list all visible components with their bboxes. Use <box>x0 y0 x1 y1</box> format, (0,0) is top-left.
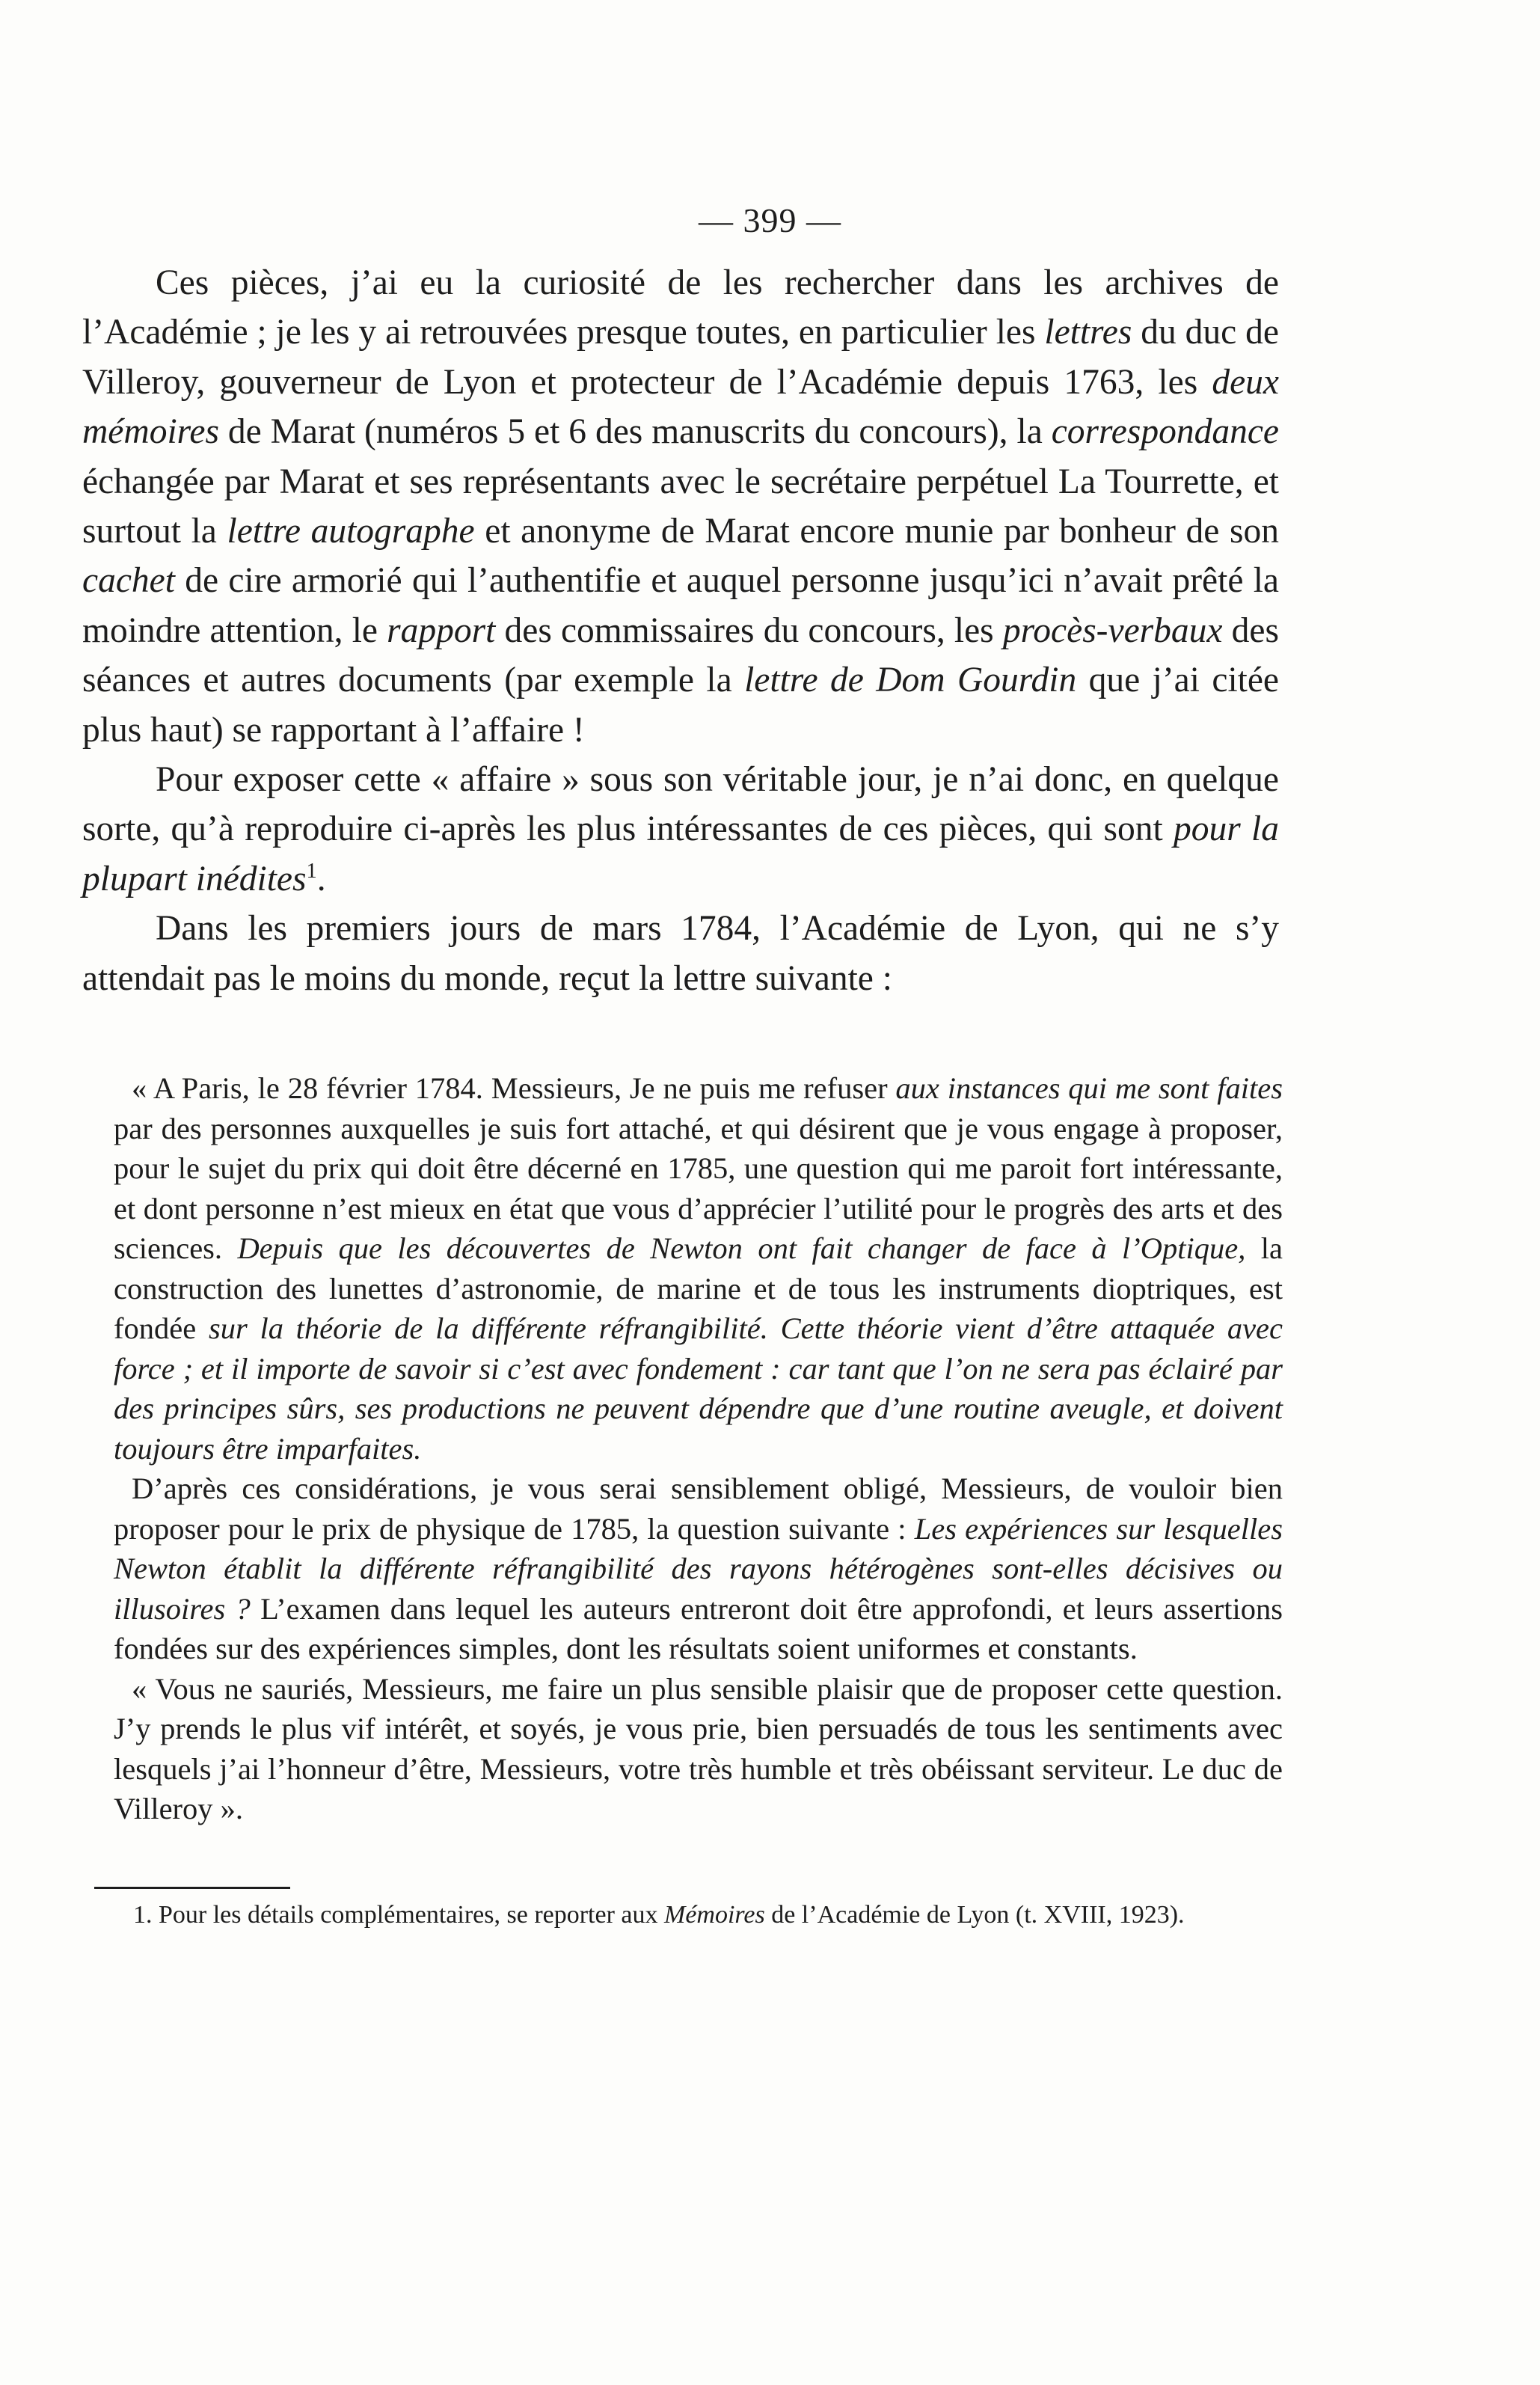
text-span: de l’Académie de Lyon (t. XVIII, 1923). <box>764 1901 1185 1929</box>
text-span: échangée par Marat et ses représentants avec le secrétaire perpétuel La Tourrette, et surtout la <box>82 462 1279 551</box>
italic-span: rapport <box>387 610 496 650</box>
italic-span: Mémoires <box>664 1901 765 1929</box>
paragraph-mars-1784: Dans les premiers jours de mars 1784, l’Académie de Lyon, qui ne s’y attendait pas le moins du monde, reçut la lettre suivante : <box>82 909 1279 998</box>
text-span: L’examen dans lequel les auteurs entreront doit être approfondi, et leurs assertions fondées sur des expériences simples, dont les résultats soient uniformes et constants. <box>114 1591 1283 1665</box>
italic-span: pour la plupart inédites <box>82 809 1279 898</box>
text-span: des commissaires du concours, les <box>495 610 1003 650</box>
footnote-marker[interactable]: 1 <box>306 860 317 884</box>
text-span: 1. Pour les détails complémentaires, se reporter aux <box>133 1901 664 1929</box>
italic-span: sur la théorie de la différente réfrangibilité. Cette théorie vient d’être attaquée avec force ; et il importe de savoir si c’est avec fondement : car tant que l’on ne sera pas éclairé par des principes sûrs, ses productions ne peuvent dépendre que d’une routine aveugle, et doivent toujours être imparfaites. <box>114 1311 1283 1466</box>
text-span: du duc de Villeroy, gouverneur de Lyon et protecteur de l’Académie depuis 1763, les <box>82 313 1279 402</box>
italic-span: lettre de Dom Gourdin <box>744 661 1077 700</box>
page-number: — 399 — <box>699 201 841 239</box>
body-text <box>82 258 1279 1003</box>
text-span: . <box>316 859 326 898</box>
text-span: que j’ai citée plus haut) se rapportant à l’affaire ! <box>82 661 1279 750</box>
text-span: par des personnes auxquelles je suis fort attaché, et qui désirent que je vous engage à proposer, pour le sujet du prix qui doit être décerné en 1785, une question qui me paroit fort intéressante, et dont personne n’est mieux en état que vous d’apprécier l’utilité pour le progrès des arts et des sciences. <box>114 1111 1283 1265</box>
italic-span: lettres <box>1044 313 1132 352</box>
italic-span: aux instances qui me sont faites <box>895 1071 1283 1105</box>
italic-span: cachet <box>82 561 175 601</box>
text-span: des séances et autres documents (par exemple la <box>82 610 1279 700</box>
italic-span: Les expériences sur lesquelles Newton établit la différente réfrangibilité des rayons hétérogènes sont-elles décisives ou illusoires ? <box>114 1511 1283 1626</box>
text-span: la construction des lunettes d’astronomie, de marine et de tous les instruments dioptriques, est fondée <box>114 1231 1283 1345</box>
text-span: D’après ces considérations, je vous serai sensiblement obligé, Messieurs, de vouloir bien proposer pour le prix de physique de 1785, la question suivante : <box>114 1472 1283 1546</box>
text-span: de cire armorié qui l’authentifie et auquel personne jusqu’ici n’avait prêté la moindre attention, le <box>82 561 1279 650</box>
italic-span: correspondance <box>1051 412 1279 452</box>
italic-span: procès-verbaux <box>1002 610 1223 650</box>
italic-span: Depuis que les découvertes de Newton ont fait changer de face à l’Optique, <box>237 1231 1246 1265</box>
quote-paragraph-3: « Vous ne sauriés, Messieurs, me faire un plus sensible plaisir que de proposer cette question. J’y prends le plus vif intérêt, et soyés, je vous prie, bien persuadés de tous les sentiments avec lesquels j’ai l’honneur d’être, Messieurs, votre très humble et très obéissant serviteur. Le duc de Villeroy ». <box>114 1671 1283 1825</box>
text-span: Ces pièces, j’ai eu la curiosité de les rechercher dans les archives de l’Académie ; je les y ai retrouvées presque toutes, en particulier les <box>82 263 1279 352</box>
text-span: et anonyme de Marat encore munie par bonheur de son <box>474 512 1279 551</box>
italic-span: lettre autographe <box>227 512 475 551</box>
footnote <box>82 1897 1294 1933</box>
text-span: « A Paris, le 28 février 1784. Messieurs, Je ne puis me refuser <box>132 1071 896 1105</box>
quote-paragraph-1 <box>114 1068 1283 1469</box>
italic-span: deux mémoires <box>82 362 1279 452</box>
text-span: de Marat (numéros 5 et 6 des manuscrits du concours), la <box>218 412 1052 452</box>
letter-quote <box>114 1068 1283 1829</box>
paragraph-affaire <box>82 755 1279 904</box>
text-span: Pour exposer cette « affaire » sous son véritable jour, je n’ai donc, en quelque sorte, qu’à reproduire ci-après les plus intéressantes de ces pièces, qui sont <box>82 760 1279 849</box>
quote-paragraph-2 <box>114 1469 1283 1669</box>
paragraph-archives <box>82 258 1279 755</box>
footnote-divider <box>94 1887 290 1889</box>
